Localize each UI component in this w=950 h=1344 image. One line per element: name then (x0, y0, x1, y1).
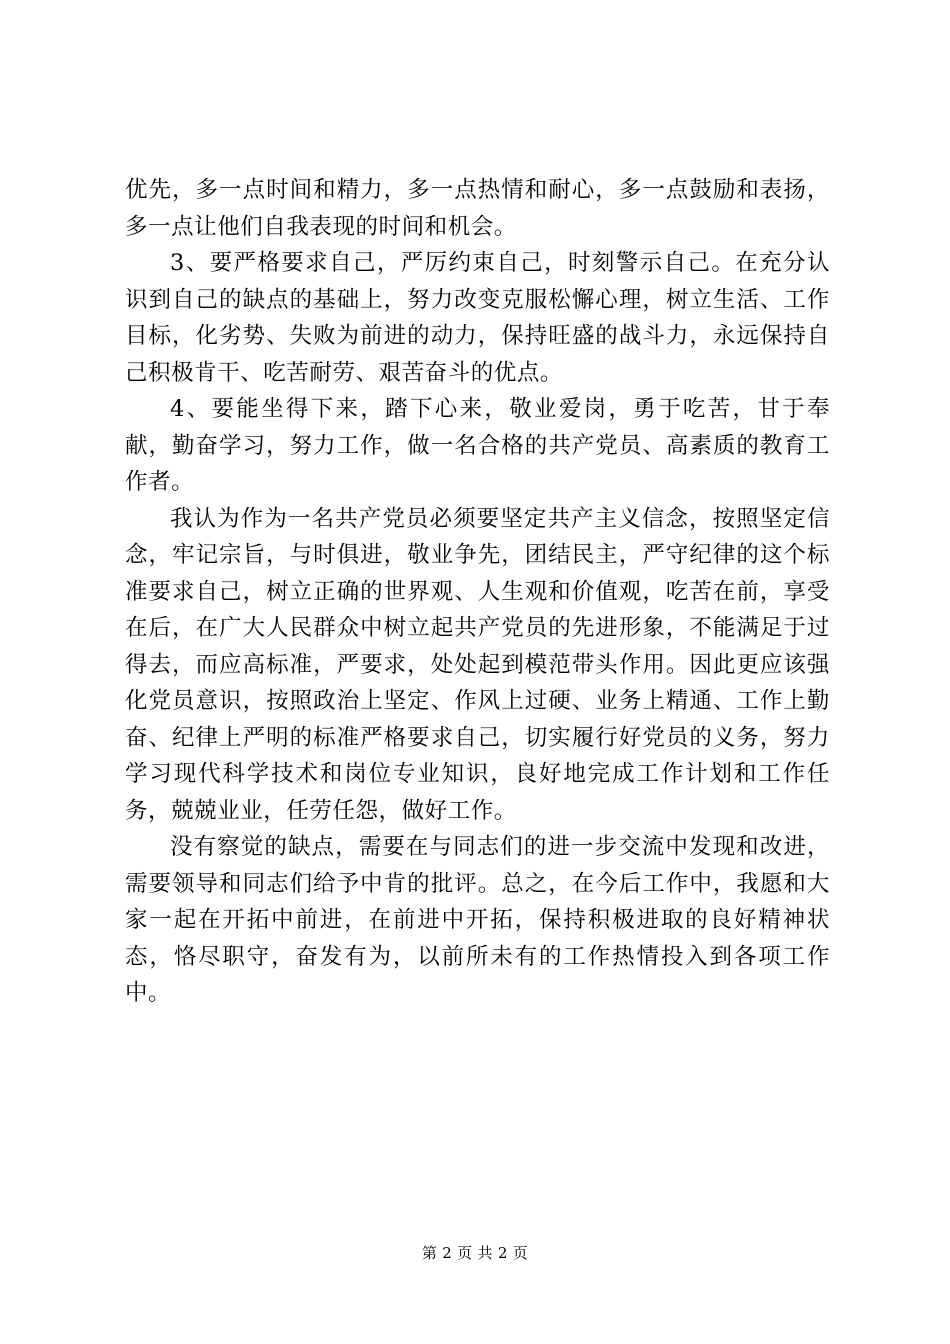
paragraph-continuation: 优先，多一点时间和精力，多一点热情和耐心，多一点鼓励和表扬，多一点让他们自我表现的时间和机会。 (125, 177, 830, 240)
page-footer: 第 2 页 共 2 页 (421, 1244, 529, 1262)
paragraph-conclusion: 没有察觉的缺点，需要在与同志们的进一步交流中发现和改进，需要领导和同志们给予中肯的批评。总之，在今后工作中，我愿和大家一起在开拓中前进，在前进中开拓，保持积极进取的良好精神状态，恪尽职守，奋发有为，以前所未有的工作热情投入到各项工作中。 (125, 834, 830, 1006)
paragraph-item-3: 3、要严格要求自己，严厉约束自己，时刻警示自己。在充分认识到自己的缺点的基础上，努力改变克服松懈心理，树立生活、工作目标，化劣势、失败为前进的动力，保持旺盛的战斗力，永远保持自己积极肯干、吃苦耐劳、艰苦奋斗的优点。 (125, 250, 830, 386)
document-body (125, 172, 830, 1012)
paragraph-party-member: 我认为作为一名共产党员必须要坚定共产主义信念，按照坚定信念，牢记宗旨，与时俱进，敬业争先，团结民主，严守纪律的这个标准要求自己，树立正确的世界观、人生观和价值观，吃苦在前，享受在后，在广大人民群众中树立起共产党员的先进形象，不能满足于过得去，而应高标准，严要求，处处起到模范带头作用。因此更应该强化党员意识，按照政治上坚定、作风上过硬、业务上精通、工作上勤奋、纪律上严明的标准严格要求自己，切实履行好党员的义务，努力学习现代科学技术和岗位专业知识，良好地完成工作计划和工作任务，兢兢业业，任劳任怨，做好工作。 (125, 505, 830, 824)
paragraph-item-4: 4、要能坐得下来，踏下心来，敬业爱岗，勇于吃苦，甘于奉献，勤奋学习，努力工作，做一名合格的共产党员、高素质的教育工作者。 (125, 396, 830, 495)
